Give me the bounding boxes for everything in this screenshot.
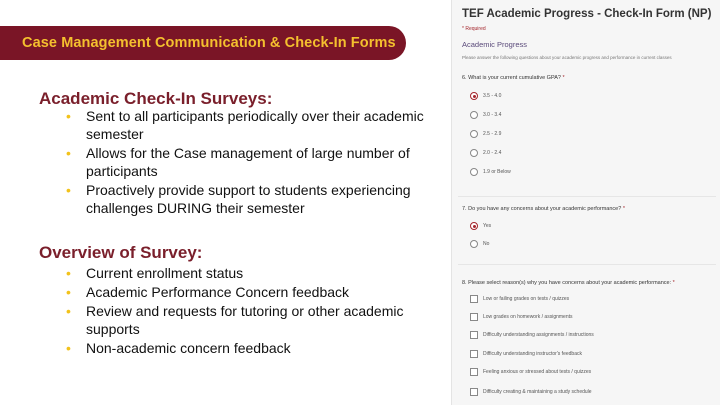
reason-option[interactable]	[470, 388, 592, 396]
section-heading-checkin: Academic Check-In Surveys:	[39, 89, 273, 108]
concern-option[interactable]	[470, 240, 489, 248]
concern-option[interactable]	[470, 222, 491, 230]
option-label: 2.5 - 2.9	[483, 131, 502, 137]
bullet-item	[66, 181, 436, 217]
bullet-text: Sent to all participants periodically over their academic semester	[86, 108, 424, 142]
gpa-option[interactable]	[470, 168, 511, 176]
question-concerns	[462, 206, 625, 212]
checkin-form-screenshot	[451, 0, 720, 405]
checkin-bullet-list	[66, 107, 436, 218]
bullet-text: Academic Performance Concern feedback	[86, 284, 350, 300]
bullet-item	[66, 302, 436, 338]
bullet-item	[66, 264, 436, 282]
bullet-icon: •	[66, 108, 71, 124]
gpa-option[interactable]	[470, 130, 501, 138]
option-label: 3.5 - 4.0	[483, 93, 502, 99]
reason-option[interactable]	[470, 331, 594, 339]
option-label: Difficulty understanding instructor's feedback	[483, 351, 582, 357]
form-required-note: * Required	[462, 26, 486, 32]
radio-icon[interactable]	[470, 111, 478, 119]
question-text: 6. What is your current cumulative GPA?	[462, 75, 561, 81]
bullet-item	[66, 283, 436, 301]
bullet-text: Review and requests for tutoring or other academic supports	[86, 303, 404, 337]
question-divider	[458, 196, 716, 197]
title-banner	[0, 26, 406, 60]
bullet-item	[66, 144, 436, 180]
checkbox-icon[interactable]	[470, 368, 478, 376]
question-text: 8. Please select reason(s) why you have concerns about your academic performance:	[462, 280, 672, 286]
option-label: Low grades on homework / assignments	[483, 314, 573, 320]
gpa-option[interactable]	[470, 92, 501, 100]
form-section-title: Academic Progress	[462, 40, 528, 49]
overview-bullet-list	[66, 264, 436, 358]
required-marker: *	[672, 280, 675, 286]
option-label: 3.0 - 3.4	[483, 112, 502, 118]
option-label: Difficulty creating & maintaining a study schedule	[483, 389, 592, 395]
bullet-text: Non-academic concern feedback	[86, 340, 291, 356]
gpa-option[interactable]	[470, 111, 501, 119]
required-marker: *	[622, 206, 625, 212]
question-divider	[458, 264, 716, 265]
banner-title: Case Management Communication & Check-In Forms	[22, 35, 396, 51]
section-heading-overview: Overview of Survey:	[39, 243, 203, 262]
bullet-icon: •	[66, 265, 71, 281]
checkbox-icon[interactable]	[470, 295, 478, 303]
bullet-text: Proactively provide support to students experiencing challenges DURING their semester	[86, 182, 411, 216]
bullet-icon: •	[66, 145, 71, 161]
option-label: Yes	[483, 223, 492, 229]
form-title: TEF Academic Progress - Check-In Form (NP)	[462, 8, 712, 20]
radio-icon[interactable]	[470, 149, 478, 157]
radio-selected-icon[interactable]	[470, 222, 478, 230]
radio-selected-icon[interactable]	[470, 92, 478, 100]
reason-option[interactable]	[470, 350, 582, 358]
option-label: Feeling anxious or stressed about tests / quizzes	[483, 369, 592, 375]
bullet-icon: •	[66, 284, 71, 300]
radio-icon[interactable]	[470, 130, 478, 138]
checkbox-icon[interactable]	[470, 350, 478, 358]
checkbox-icon[interactable]	[470, 313, 478, 321]
option-label: 2.0 - 2.4	[483, 150, 502, 156]
required-marker: *	[562, 75, 565, 81]
bullet-icon: •	[66, 182, 71, 198]
radio-icon[interactable]	[470, 240, 478, 248]
reason-option[interactable]	[470, 368, 591, 376]
bullet-item	[66, 339, 436, 357]
option-label: 1.9 or Below	[483, 169, 511, 175]
reason-option[interactable]	[470, 313, 573, 321]
checkbox-icon[interactable]	[470, 331, 478, 339]
question-gpa	[462, 75, 565, 81]
option-label: Difficulty understanding assignments / instructions	[483, 332, 594, 338]
bullet-text: Allows for the Case management of large number of participants	[86, 145, 410, 179]
question-text: 7. Do you have any concerns about your academic performance?	[462, 206, 622, 212]
bullet-text: Current enrollment status	[86, 265, 244, 281]
reason-option[interactable]	[470, 295, 569, 303]
option-label: Low or failing grades on tests / quizzes	[483, 296, 570, 302]
bullet-item	[66, 107, 436, 143]
radio-icon[interactable]	[470, 168, 478, 176]
question-reasons	[462, 280, 675, 286]
checkbox-icon[interactable]	[470, 388, 478, 396]
bullet-icon: •	[66, 303, 71, 319]
form-section-description: Please answer the following questions about your academic progress and performance in current classes	[462, 55, 672, 60]
option-label: No	[483, 241, 490, 247]
gpa-option[interactable]	[470, 149, 501, 157]
bullet-icon: •	[66, 340, 71, 356]
